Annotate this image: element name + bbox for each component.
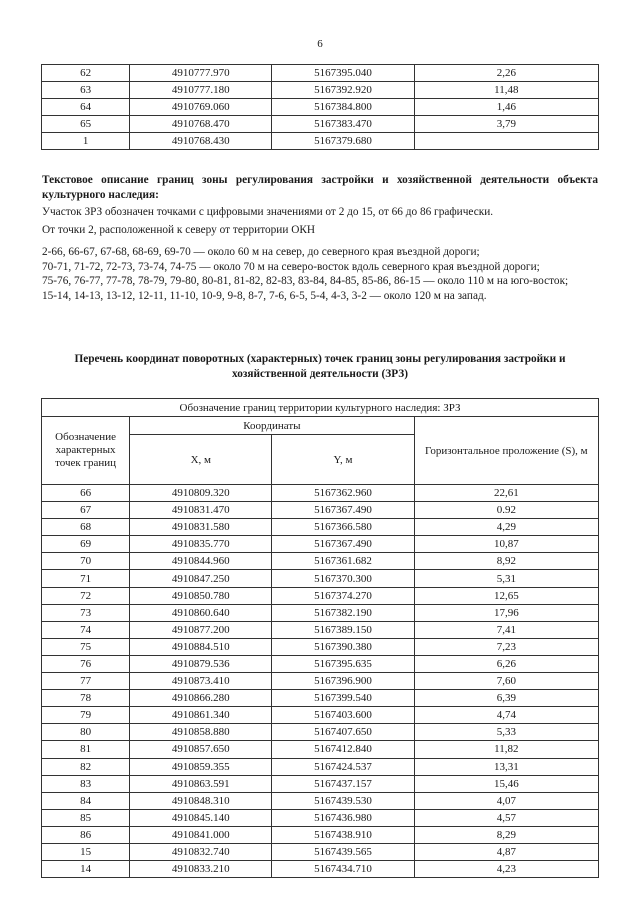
point-id-cell: 76 — [42, 655, 130, 672]
point-id-cell: 67 — [42, 502, 130, 519]
distance-cell: 5,33 — [414, 724, 598, 741]
x-coordinate-cell: 4910835.770 — [130, 536, 272, 553]
y-coordinate-cell: 5167367.490 — [272, 502, 414, 519]
x-coordinate-cell: 4910845.140 — [130, 809, 272, 826]
x-coordinate-cell: 4910884.510 — [130, 638, 272, 655]
table-row — [42, 502, 599, 519]
point-id-cell: 81 — [42, 741, 130, 758]
distance-cell: 12,65 — [414, 587, 598, 604]
table-row — [42, 99, 599, 116]
distance-cell: 4,29 — [414, 519, 598, 536]
y-coordinate-cell: 5167424.537 — [272, 758, 414, 775]
point-id-cell: 72 — [42, 587, 130, 604]
table-row — [42, 485, 599, 502]
distance-cell: 8,92 — [414, 553, 598, 570]
table-caption: Обозначение границ территории культурного наследия: ЗРЗ — [42, 399, 599, 417]
boundary-description — [42, 173, 598, 303]
point-id-cell: 73 — [42, 604, 130, 621]
y-coordinate-cell: 5167436.980 — [272, 809, 414, 826]
y-coordinate-cell: 5167374.270 — [272, 587, 414, 604]
point-id-cell: 68 — [42, 519, 130, 536]
table-row — [42, 553, 599, 570]
zrz-coordinates-table — [41, 398, 599, 878]
description-segment: 15-14, 14-13, 13-12, 12-11, 11-10, 10-9, 9-8, 8-7, 7-6, 6-5, 5-4, 4-3, 3-2 — около 120 м на запад. — [42, 289, 487, 302]
table-row — [42, 707, 599, 724]
x-coordinate-cell: 4910769.060 — [130, 99, 272, 116]
distance-cell: 7,41 — [414, 621, 598, 638]
point-id-cell: 83 — [42, 775, 130, 792]
table-row — [42, 519, 599, 536]
x-coordinate-cell: 4910877.200 — [130, 621, 272, 638]
point-id-cell: 79 — [42, 707, 130, 724]
distance-cell: 6,26 — [414, 655, 598, 672]
description-segment: 75-76, 76-77, 77-78, 78-79, 79-80, 80-81, 81-82, 82-83, 83-84, 84-85, 85-86, 86-15 — около 110 м на юго-восток; — [42, 275, 569, 287]
col-header-distance: Горизонтальное проложение (S), м — [414, 417, 598, 485]
distance-cell: 8,29 — [414, 826, 598, 843]
point-id-cell: 86 — [42, 826, 130, 843]
x-coordinate-cell: 4910841.000 — [130, 826, 272, 843]
x-coordinate-cell: 4910777.970 — [130, 65, 272, 82]
y-coordinate-cell: 5167384.800 — [272, 99, 414, 116]
y-coordinate-cell: 5167362.960 — [272, 485, 414, 502]
point-id-cell: 74 — [42, 621, 130, 638]
x-coordinate-cell: 4910847.250 — [130, 570, 272, 587]
table-row — [42, 690, 599, 707]
table-row — [42, 861, 599, 878]
y-coordinate-cell: 5167390.380 — [272, 638, 414, 655]
description-paragraph: Участок ЗРЗ обозначен точками с цифровыми значениями от 2 до 15, от 66 до 86 графически. — [42, 206, 494, 218]
y-coordinate-cell: 5167399.540 — [272, 690, 414, 707]
point-id-cell: 1 — [42, 133, 130, 150]
x-coordinate-cell: 4910844.960 — [130, 553, 272, 570]
table-row — [42, 587, 599, 604]
distance-cell: 11,82 — [414, 741, 598, 758]
col-header-coords: Координаты — [130, 417, 415, 435]
table-row — [42, 570, 599, 587]
y-coordinate-cell: 5167438.910 — [272, 826, 414, 843]
point-id-cell: 82 — [42, 758, 130, 775]
y-coordinate-cell: 5167361.682 — [272, 553, 414, 570]
distance-cell: 4,23 — [414, 861, 598, 878]
distance-cell: 4,57 — [414, 809, 598, 826]
y-coordinate-cell: 5167389.150 — [272, 621, 414, 638]
x-coordinate-cell: 4910860.640 — [130, 604, 272, 621]
y-coordinate-cell: 5167407.650 — [272, 724, 414, 741]
x-coordinate-cell: 4910859.355 — [130, 758, 272, 775]
table-row — [42, 638, 599, 655]
y-coordinate-cell: 5167403.600 — [272, 707, 414, 724]
point-id-cell: 85 — [42, 809, 130, 826]
y-coordinate-cell: 5167412.840 — [272, 741, 414, 758]
point-id-cell: 75 — [42, 638, 130, 655]
x-coordinate-cell: 4910850.780 — [130, 587, 272, 604]
table-row — [42, 809, 599, 826]
x-coordinate-cell: 4910879.536 — [130, 655, 272, 672]
distance-cell: 17,96 — [414, 604, 598, 621]
distance-cell: 1,46 — [414, 99, 598, 116]
table-row — [42, 133, 599, 150]
col-header-x: X, м — [130, 435, 272, 485]
y-coordinate-cell: 5167383.470 — [272, 116, 414, 133]
distance-cell: 13,31 — [414, 758, 598, 775]
x-coordinate-cell: 4910831.470 — [130, 502, 272, 519]
table-row — [42, 116, 599, 133]
x-coordinate-cell: 4910866.280 — [130, 690, 272, 707]
table-row — [42, 655, 599, 672]
y-coordinate-cell: 5167439.565 — [272, 843, 414, 860]
table-row — [42, 758, 599, 775]
x-coordinate-cell: 4910768.430 — [130, 133, 272, 150]
y-coordinate-cell: 5167370.300 — [272, 570, 414, 587]
x-coordinate-cell: 4910863.591 — [130, 775, 272, 792]
distance-cell: 10,87 — [414, 536, 598, 553]
description-segment: 2-66, 66-67, 67-68, 68-69, 69-70 — около 60 м на север, до северного края въездной дороги; — [42, 246, 480, 258]
table-row — [42, 82, 599, 99]
x-coordinate-cell: 4910857.650 — [130, 741, 272, 758]
distance-cell: 15,46 — [414, 775, 598, 792]
y-coordinate-cell: 5167395.040 — [272, 65, 414, 82]
point-id-cell: 71 — [42, 570, 130, 587]
point-id-cell: 80 — [42, 724, 130, 741]
x-coordinate-cell: 4910858.880 — [130, 724, 272, 741]
y-coordinate-cell: 5167379.680 — [272, 133, 414, 150]
col-header-y: Y, м — [272, 435, 414, 485]
point-id-cell: 78 — [42, 690, 130, 707]
table-row — [42, 673, 599, 690]
distance-cell: 4,07 — [414, 792, 598, 809]
table-row — [42, 843, 599, 860]
table-row — [42, 741, 599, 758]
table-row — [42, 536, 599, 553]
point-id-cell: 66 — [42, 485, 130, 502]
distance-cell: 7,23 — [414, 638, 598, 655]
x-coordinate-cell: 4910848.310 — [130, 792, 272, 809]
x-coordinate-cell: 4910768.470 — [130, 116, 272, 133]
x-coordinate-cell: 4910832.740 — [130, 843, 272, 860]
coordinates-list-heading: Перечень координат поворотных (характерных) точек границ зоны регулирования застройки и хозяйственной деятельности (ЗРЗ) — [74, 353, 566, 380]
y-coordinate-cell: 5167439.530 — [272, 792, 414, 809]
table-row — [42, 724, 599, 741]
point-id-cell: 64 — [42, 99, 130, 116]
y-coordinate-cell: 5167434.710 — [272, 861, 414, 878]
description-paragraph: От точки 2, расположенной к северу от территории ОКН — [42, 223, 316, 236]
y-coordinate-cell: 5167382.190 — [272, 604, 414, 621]
point-id-cell: 84 — [42, 792, 130, 809]
distance-cell: 6,39 — [414, 690, 598, 707]
y-coordinate-cell: 5167437.157 — [272, 775, 414, 792]
point-id-cell: 77 — [42, 673, 130, 690]
table-row — [42, 621, 599, 638]
point-id-cell: 62 — [42, 65, 130, 82]
point-id-cell: 63 — [42, 82, 130, 99]
description-segment: 70-71, 71-72, 72-73, 73-74, 74-75 — около 70 м на северо-восток вдоль северного края въездной дороги; — [42, 260, 540, 273]
point-id-cell: 69 — [42, 536, 130, 553]
description-heading: Текстовое описание границ зоны регулирования застройки и хозяйственной деятельности объекта культурного наследия: — [42, 174, 598, 201]
point-id-cell: 70 — [42, 553, 130, 570]
distance-cell: 5,31 — [414, 570, 598, 587]
table-row — [42, 792, 599, 809]
point-id-cell: 15 — [42, 843, 130, 860]
y-coordinate-cell: 5167395.635 — [272, 655, 414, 672]
distance-cell: 3,79 — [414, 116, 598, 133]
point-id-cell: 65 — [42, 116, 130, 133]
x-coordinate-cell: 4910833.210 — [130, 861, 272, 878]
table-row — [42, 65, 599, 82]
x-coordinate-cell: 4910831.580 — [130, 519, 272, 536]
y-coordinate-cell: 5167396.900 — [272, 673, 414, 690]
x-coordinate-cell: 4910809.320 — [130, 485, 272, 502]
distance-cell: 2,26 — [414, 65, 598, 82]
y-coordinate-cell: 5167392.920 — [272, 82, 414, 99]
table-row — [42, 775, 599, 792]
table-row — [42, 826, 599, 843]
point-id-cell: 14 — [42, 861, 130, 878]
page-number: 6 — [317, 38, 323, 50]
col-header-point: Обозначение характерных точек границ — [42, 417, 130, 485]
y-coordinate-cell: 5167366.580 — [272, 519, 414, 536]
distance-cell — [414, 133, 598, 150]
distance-cell: 4,74 — [414, 707, 598, 724]
distance-cell: 0.92 — [414, 502, 598, 519]
top-coordinates-table — [41, 64, 599, 150]
distance-cell: 4,87 — [414, 843, 598, 860]
x-coordinate-cell: 4910861.340 — [130, 707, 272, 724]
x-coordinate-cell: 4910873.410 — [130, 673, 272, 690]
y-coordinate-cell: 5167367.490 — [272, 536, 414, 553]
distance-cell: 22,61 — [414, 485, 598, 502]
table-row — [42, 604, 599, 621]
x-coordinate-cell: 4910777.180 — [130, 82, 272, 99]
distance-cell: 11,48 — [414, 82, 598, 99]
distance-cell: 7,60 — [414, 673, 598, 690]
